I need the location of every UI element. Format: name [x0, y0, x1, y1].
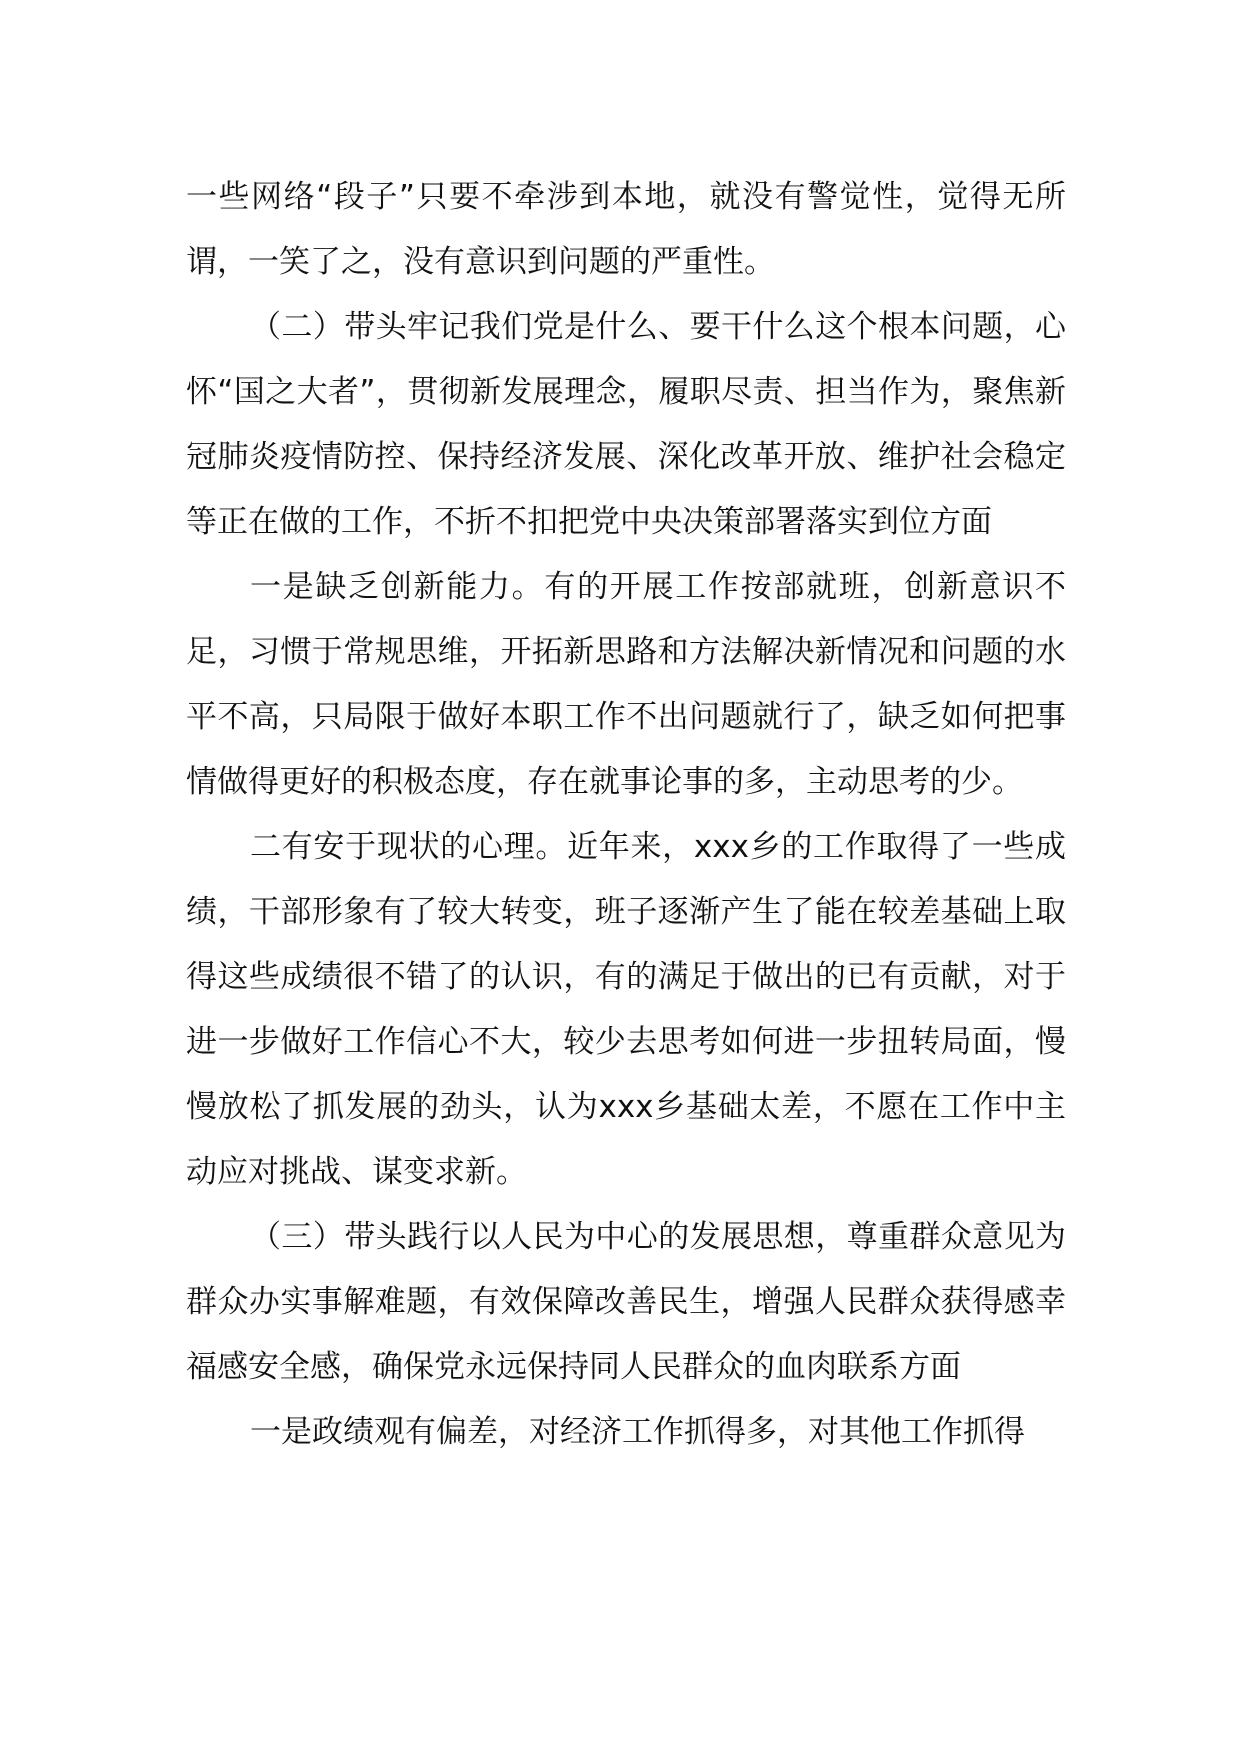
- section-heading-two: （二）带头牢记我们党是什么、要干什么这个根本问题，心怀“国之大者”，贯彻新发展理念，履职尽责、担当作为，聚焦新冠肺炎疫情防控、保持经济发展、深化改革开放、维护社会稳定等正在做的工作，不折不扣把党中央决策部署落实到位方面: [186, 309, 1066, 540]
- document-body: [186, 165, 1066, 1465]
- section-heading-three: （三）带头践行以人民为中心的发展思想，尊重群众意见为群众办实事解难题，有效保障改善民生，增强人民群众获得感幸福感安全感，确保党永远保持同人民群众的血肉联系方面: [186, 1219, 1066, 1385]
- paragraph-continuation: 一些网络“段子”只要不牵涉到本地，就没有警觉性，觉得无所谓，一笑了之，没有意识到问题的严重性。: [186, 179, 1066, 280]
- paragraph-point-two: 二有安于现状的心理。近年来，xxx乡的工作取得了一些成绩，干部形象有了较大转变，班子逐渐产生了能在较差基础上取得这些成绩很不错了的认识，有的满足于做出的已有贡献，对于进一步做好工作信心不大，较少去思考如何进一步扭转局面，慢慢放松了抓发展的劲头，认为xxx乡基础太差，不愿在工作中主动应对挑战、谋变求新。: [186, 829, 1066, 1190]
- paragraph-point-one-b: 一是政绩观有偏差，对经济工作抓得多，对其他工作抓得: [250, 1414, 1025, 1450]
- paragraph-point-one: 一是缺乏创新能力。有的开展工作按部就班，创新意识不足，习惯于常规思维，开拓新思路和方法解决新情况和问题的水平不高，只局限于做好本职工作不出问题就行了，缺乏如何把事情做得更好的积极态度，存在就事论事的多，主动思考的少。: [186, 569, 1066, 800]
